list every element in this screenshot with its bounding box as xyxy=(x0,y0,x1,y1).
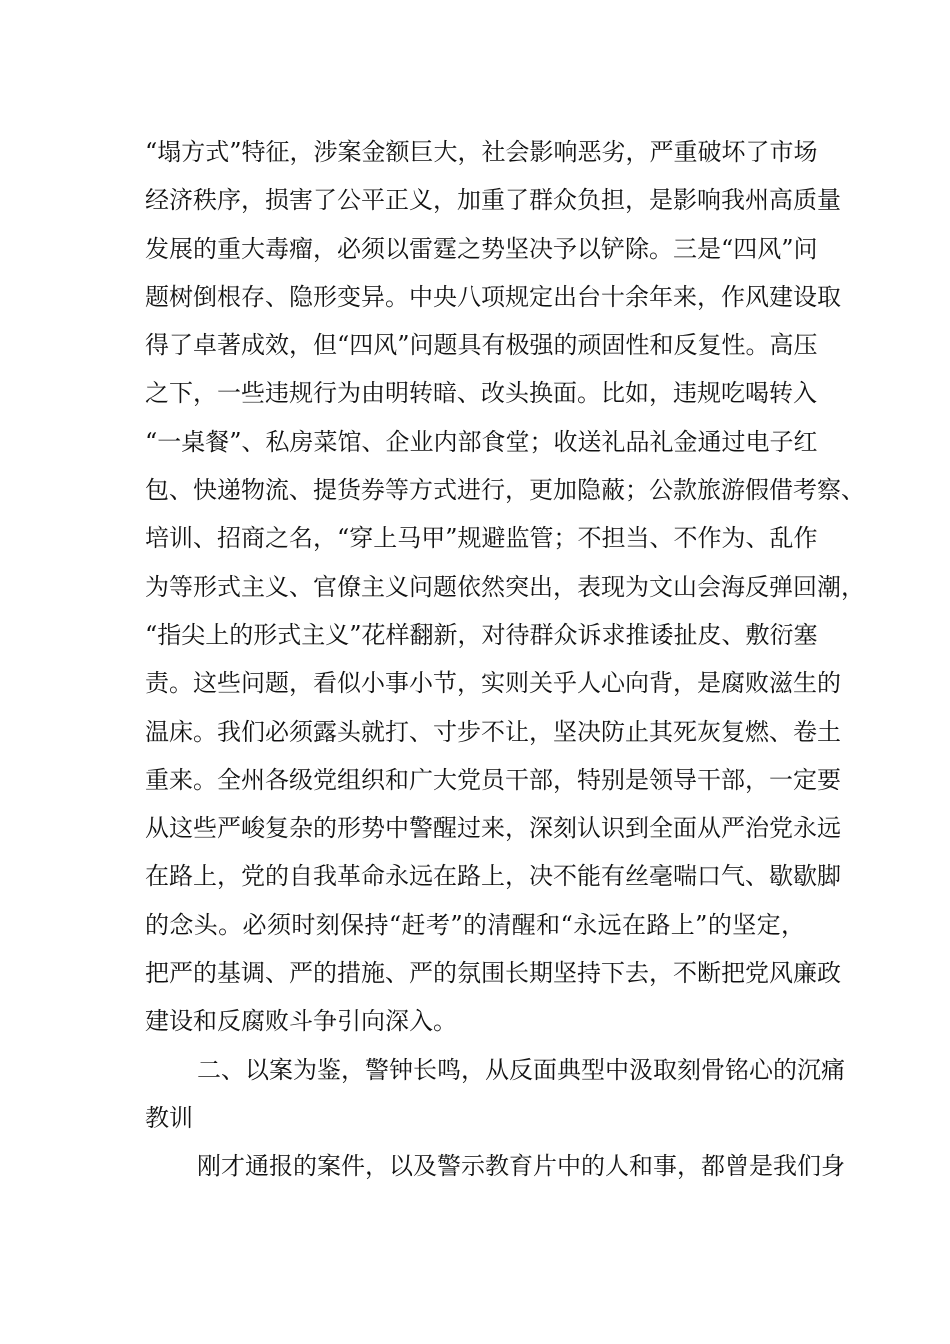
body-text-line: 经济秩序，损害了公平正义，加重了群众负担，是影响我州高质量 xyxy=(145,186,841,214)
body-text-line: 包、快递物流、提货券等方式进行，更加隐蔽；公款旅游假借考察、 xyxy=(145,476,865,504)
body-text-line: 从这些严峻复杂的形势中警醒过来，深刻认识到全面从严治党永远 xyxy=(145,814,841,842)
body-text-line: 在路上，党的自我革命永远在路上，决不能有丝毫喘口气、歇歇脚 xyxy=(145,862,841,890)
body-text-line: “塌方式”特征，涉案金额巨大，社会影响恶劣，严重破坏了市场 xyxy=(145,138,818,166)
body-text-line: 培训、招商之名，“穿上马甲”规避监管；不担当、不作为、乱作 xyxy=(145,524,818,552)
body-text-line: 之下，一些违规行为由明转暗、改头换面。比如，违规吃喝转入 xyxy=(145,379,817,407)
body-text-line: 建设和反腐败斗争引向深入。 xyxy=(145,1007,457,1035)
body-text-line: 发展的重大毒瘤，必须以雷霆之势坚决予以铲除。三是“四风”问 xyxy=(145,235,818,263)
body-text-line: “指尖上的形式主义”花样翻新，对待群众诉求推诿扯皮、敷衍塞 xyxy=(145,621,818,649)
body-text-line: 为等形式主义、官僚主义问题依然突出，表现为文山会海反弹回潮， xyxy=(145,573,865,601)
body-text-line: 题树倒根存、隐形变异。中央八项规定出台十余年来，作风建设取 xyxy=(145,283,841,311)
section-heading-continued: 教训 xyxy=(145,1104,193,1132)
body-text-line: 的念头。必须时刻保持“赶考”的清醒和“永远在路上”的坚定， xyxy=(145,911,805,939)
body-text-line: 把严的基调、严的措施、严的氛围长期坚持下去，不断把党风廉政 xyxy=(145,959,841,987)
body-text-line: “一桌餐”、私房菜馆、企业内部食堂；收送礼品礼金通过电子红 xyxy=(145,428,818,456)
body-text-line: 刚才通报的案件，以及警示教育片中的人和事，都曾是我们身 xyxy=(197,1152,845,1180)
body-text-line: 温床。我们必须露头就打、寸步不让，坚决防止其死灰复燃、卷土 xyxy=(145,718,841,746)
section-heading: 二、以案为鉴，警钟长鸣，从反面典型中汲取刻骨铭心的沉痛 xyxy=(197,1056,845,1084)
body-text-line: 得了卓著成效，但“四风”问题具有极强的顽固性和反复性。高压 xyxy=(145,331,818,359)
body-text-line: 责。这些问题，看似小事小节，实则关乎人心向背，是腐败滋生的 xyxy=(145,669,841,697)
body-text-line: 重来。全州各级党组织和广大党员干部，特别是领导干部，一定要 xyxy=(145,766,841,794)
